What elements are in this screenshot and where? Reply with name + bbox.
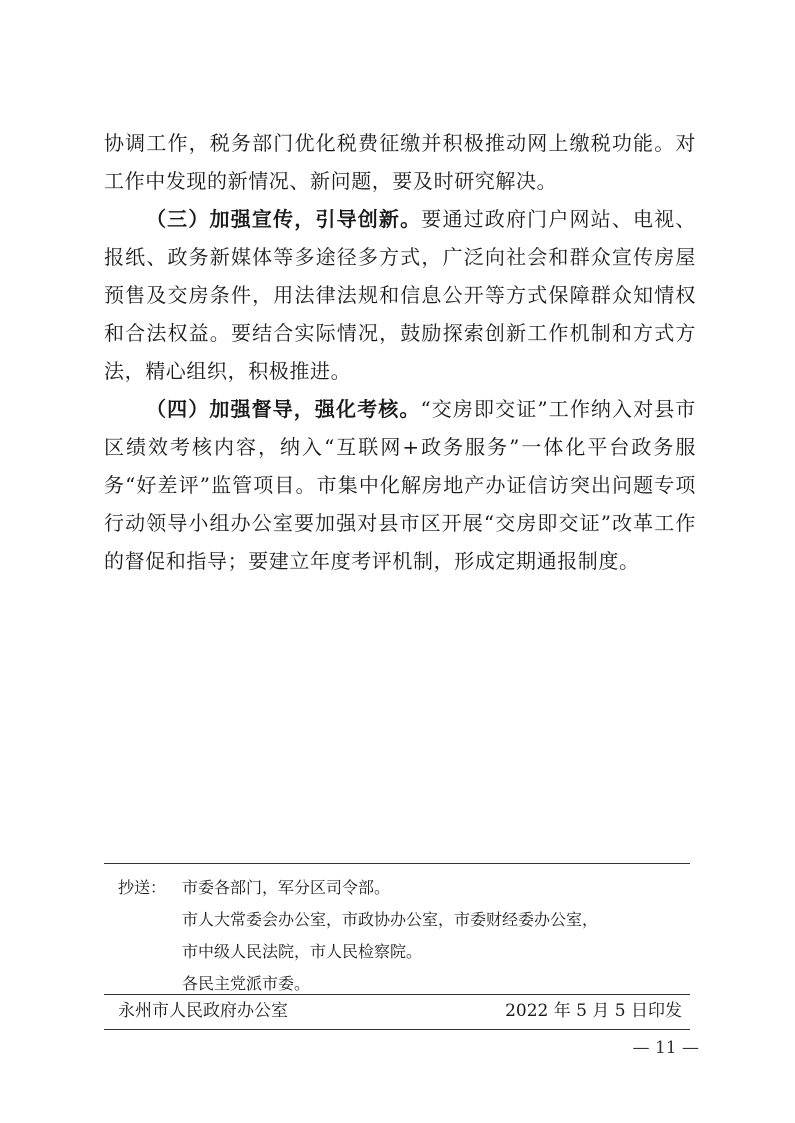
distribution-line: 市人大常委会办公室，市政协办公室，市委财经委办公室，: [182, 910, 599, 929]
section-heading-3: （三）加强宣传，引导创新。: [146, 207, 422, 231]
paragraph-3: [104, 390, 696, 580]
divider-line: [104, 1029, 690, 1030]
issuer-row: [104, 996, 690, 1026]
paragraph-2-text: 要通过政府门户网站、电视、报纸、政务新媒体等多途径多方式，广泛向社会和群众宣传房屋预售及交房条件，用法律法规和信息公开等方式保障群众知情权和合法权益。要结合实际情况，鼓励探索创新工作机制和方式方法，精心组织，积极推进。: [104, 207, 696, 383]
page-number: — 11 —: [632, 1038, 699, 1058]
issue-date: 2022 年 5 月 5 日印发: [505, 1001, 682, 1021]
section-heading-4: （四）加强督导，强化考核。: [146, 397, 421, 421]
distribution-block: [104, 863, 690, 1000]
document-body: [104, 124, 696, 580]
paragraph-1: 协调工作，税务部门优化税费征缴并积极推动网上缴税功能。对工作中发现的新情况、新问题，要及时研究解决。: [104, 131, 696, 193]
paragraph-3-text: “交房即交证”工作纳入对县市区绩效考核内容，纳入“互联网+政务服务”一体化平台政务服务“好差评”监管项目。市集中化解房地产办证信访突出问题专项行动领导小组办公室要加强对县市区开展“交房即交证”改革工作的督促和指导；要建立年度考评机制，形成定期通报制度。: [104, 397, 696, 573]
distribution-list: [182, 872, 690, 1000]
issuing-office: 永州市人民政府办公室: [118, 1001, 288, 1021]
divider-line: [104, 994, 690, 995]
distribution-line: 各民主党派市委。: [182, 974, 311, 993]
paragraph-2: [104, 200, 696, 390]
distribution-line: 市中级人民法院，市人民检察院。: [182, 942, 423, 961]
distribution-label: 抄送：: [118, 878, 167, 897]
distribution-line: 市委各部门，军分区司令部。: [182, 878, 391, 897]
